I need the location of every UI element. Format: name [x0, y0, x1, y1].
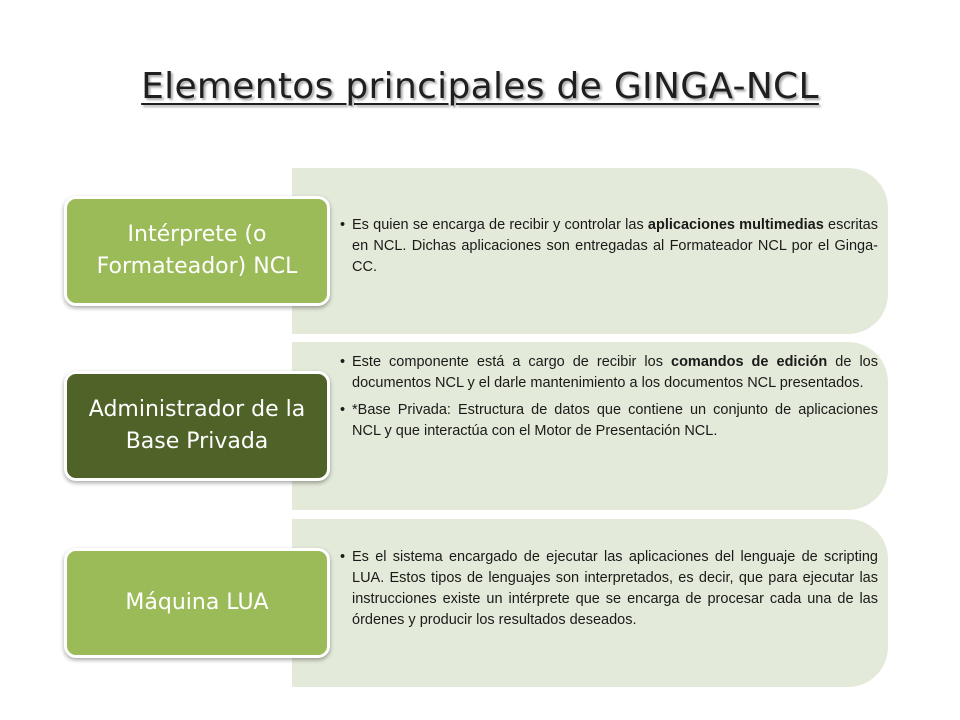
- row-1-content: [340, 215, 878, 278]
- row-3-bullet-1: [340, 547, 878, 631]
- row-3-label: Máquina LUA: [64, 548, 330, 658]
- row-2-bullet-1: [340, 352, 878, 394]
- bullet-text: de los documentos NCL y el darle mantenimiento a los documentos NCL presentados.: [352, 354, 878, 391]
- row-1-label: Intérprete (o Formateador) NCL: [64, 196, 330, 306]
- bullet-text: Es el sistema encargado de ejecutar las aplicaciones del lenguaje de scripting LUA. Estos tipos de lenguajes son interpretados, es decir, que para ejecutar las instrucciones existe un intérprete que se encarga de procesar cada una de las órdenes y producir los resultados deseados.: [352, 549, 878, 628]
- row-2-bullet-2: [340, 400, 878, 442]
- bullet-text: Es quien se encarga de recibir y controlar las: [352, 217, 648, 233]
- bullet-text: Este componente está a cargo de recibir los: [352, 354, 671, 370]
- bullet-bold-text: comandos de edición: [671, 354, 828, 370]
- row-3-content: [340, 547, 878, 631]
- bullet-text: *Base Privada: Estructura de datos que contiene un conjunto de aplicaciones NCL y que interactúa con el Motor de Presentación NCL.: [352, 402, 878, 439]
- row-2-content: [340, 352, 878, 442]
- slide-title: Elementos principales de GINGA-NCL: [141, 66, 819, 107]
- row-1-bullet-1: [340, 215, 878, 278]
- row-2-label: Administrador de la Base Privada: [64, 371, 330, 481]
- bullet-bold-text: aplicaciones multimedias: [647, 217, 824, 233]
- bullet-text: escritas en NCL. Dichas aplicaciones son entregadas al Formateador NCL por el Ginga-CC.: [352, 217, 878, 275]
